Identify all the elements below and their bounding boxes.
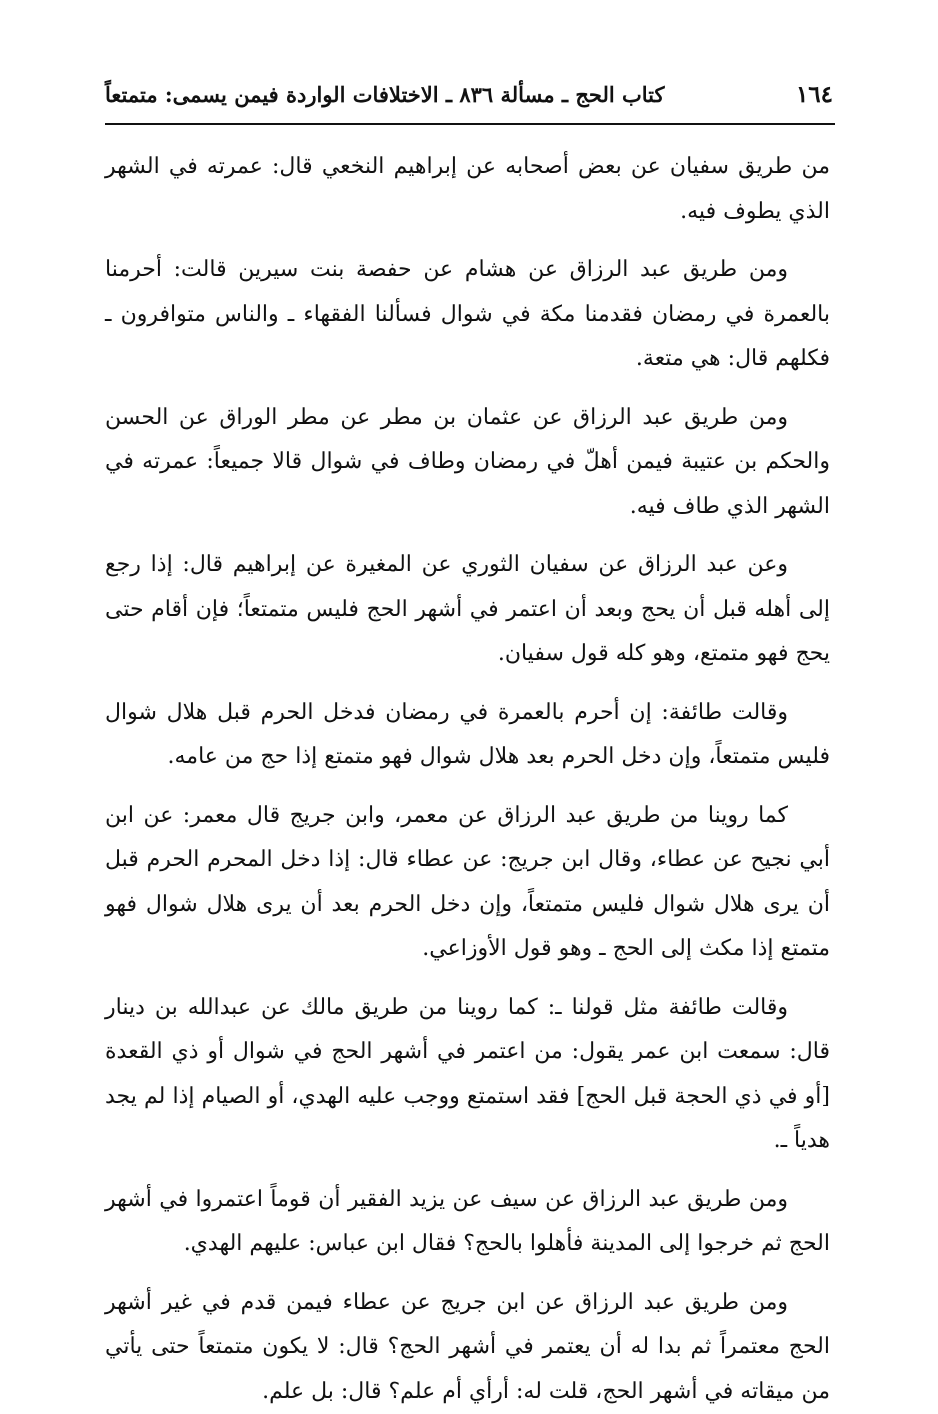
paragraph-4: وعن عبد الرزاق عن سفيان الثوري عن المغيرة عن إبراهيم قال: إذا رجع إلى أهله قبل أن يحج وبعد أن اعتمر في أشهر الحج فليس متمتعاً؛ فإن أقام حتى يحج فهو متمتع، وهو كله قول سفيان. <box>105 543 830 677</box>
paragraph-2: ومن طريق عبد الرزاق عن هشام عن حفصة بنت سيرين قالت: أحرمنا بالعمرة في رمضان فقدمنا مكة في شوال فسألنا الفقهاء ـ والناس متوافرون ـ فكلهم قال: هي متعة. <box>105 248 830 382</box>
paragraph-6: كما روينا من طريق عبد الرزاق عن معمر، وابن جريج قال معمر: عن ابن أبي نجيح عن عطاء، وقال ابن جريج: عن عطاء قال: إذا دخل المحرم الحرم قبل أن يرى هلال شوال فليس متمتعاً، وإن دخل الحرم بعد أن يرى هلال شوال فهو متمتع إذا مكث إلى الحج ـ وهو قول الأوزاعي. <box>105 794 830 972</box>
paragraph-1: من طريق سفيان عن بعض أصحابه عن إبراهيم النخعي قال: عمرته في الشهر الذي يطوف فيه. <box>105 145 830 234</box>
page-body <box>105 145 830 1414</box>
running-header-title: كتاب الحج ـ مسألة ٨٣٦ ـ الاختلافات الواردة فيمن يسمى: متمتعاً <box>105 84 665 105</box>
paragraph-8: ومن طريق عبد الرزاق عن سيف عن يزيد الفقير أن قوماً اعتمروا في أشهر الحج ثم خرجوا إلى المدينة فأهلوا بالحج؟ فقال ابن عباس: عليهم الهدي. <box>105 1178 830 1267</box>
paragraph-7: وقالت طائفة مثل قولنا ـ: كما روينا من طريق مالك عن عبدالله بن دينار قال: سمعت ابن عمر يقول: من اعتمر في أشهر الحج في شوال أو ذي القعدة [أو في ذي الحجة قبل الحج] فقد استمتع ووجب عليه الهدي، أو الصيام إذا لم يجد هدياً ـ. <box>105 986 830 1164</box>
page-number: ١٦٤ <box>796 83 833 106</box>
paragraph-9: ومن طريق عبد الرزاق عن ابن جريج عن عطاء فيمن قدم في غير أشهر الحج معتمراً ثم بدا له أن يعتمر في أشهر الحج؟ قال: لا يكون متمتعاً حتى يأتي من ميقاته في أشهر الحج، قلت له: أرأي أم علم؟ قال: بل علم. <box>105 1281 830 1414</box>
page-header <box>105 68 833 120</box>
paragraph-3: ومن طريق عبد الرزاق عن عثمان بن مطر عن مطر الوراق عن الحسن والحكم بن عتيبة فيمن أهلّ في رمضان وطاف في شوال قالا جميعاً: عمرته في الشهر الذي طاف فيه. <box>105 396 830 530</box>
paragraph-5: وقالت طائفة: إن أحرم بالعمرة في رمضان فدخل الحرم قبل هلال شوال فليس متمتعاً، وإن دخل الحرم بعد هلال شوال فهو متمتع إذا حج من عامه. <box>105 691 830 780</box>
header-divider <box>105 123 835 125</box>
